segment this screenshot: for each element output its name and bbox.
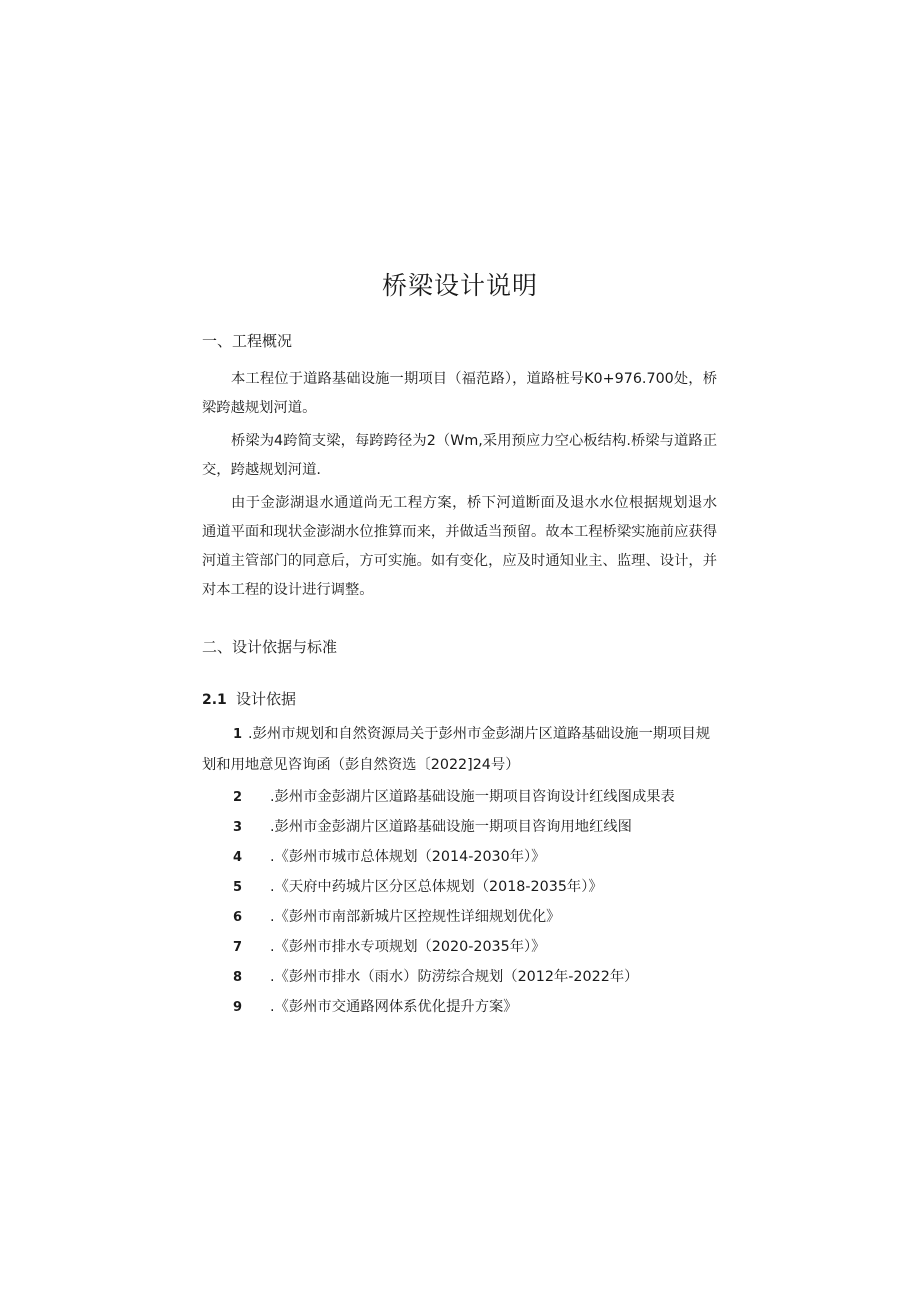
section-heading-basis: 二、设计依据与标准 (202, 638, 338, 656)
reference-number: 8 (233, 970, 243, 985)
reference-item (233, 966, 638, 986)
reference-item (202, 719, 717, 781)
reference-number: 9 (233, 1000, 243, 1015)
paragraph-structure: 桥梁为4跨简支梁，每跨跨径为2（Wm,采用预应力空心板结构.桥梁与道路正交，跨越规划河道. (202, 433, 717, 478)
reference-text: .《彭州市排水（雨水）防涝综合规划（2012年-2022年） (270, 969, 639, 985)
reference-text: .《彭州市城市总体规划（2014-2030年）》 (270, 849, 546, 865)
reference-text: .彭州市金彭湖片区道路基础设施一期项目咨询用地红线图 (270, 819, 632, 835)
reference-text: .《天府中药城片区分区总体规划（2018-2035年）》 (270, 879, 603, 895)
reference-item (233, 906, 560, 926)
reference-number: 6 (233, 910, 243, 925)
subsection-title: 设计依据 (236, 690, 297, 708)
reference-text: .彭州市金彭湖片区道路基础设施一期项目咨询设计红线图成果表 (270, 789, 675, 805)
reference-number: 2 (233, 790, 243, 805)
document-title: 桥梁设计说明 (381, 271, 538, 300)
reference-number: 1 (233, 727, 243, 742)
reference-text: .《彭州市交通路网体系优化提升方案》 (270, 999, 518, 1015)
reference-item (233, 936, 545, 956)
reference-item (233, 786, 675, 806)
reference-number: 4 (233, 850, 243, 865)
section-heading-overview: 一、工程概况 (202, 332, 293, 350)
reference-item (233, 996, 518, 1016)
reference-item (233, 876, 603, 896)
paragraph-location: 本工程位于道路基础设施一期项目（福范路），道路桩号K0+976.700处，桥梁跨越规划河道。 (202, 371, 717, 416)
reference-text: .《彭州市排水专项规划（2020-2035年）》 (270, 939, 546, 955)
reference-number: 3 (233, 820, 243, 835)
subsection-heading-design-basis (202, 688, 296, 709)
subsection-number: 2.1 (202, 692, 227, 708)
reference-number: 5 (233, 880, 243, 895)
reference-number: 7 (233, 940, 243, 955)
reference-item (233, 846, 545, 866)
reference-text: .《彭州市南部新城片区控规性详细规划优化》 (270, 909, 561, 925)
paragraph-notes: 由于金澎湖退水通道尚无工程方案，桥下河道断面及退水水位根据规划退水通道平面和现状金澎湖水位推算而来，并做适当预留。故本工程桥梁实施前应获得河道主管部门的同意后，方可实施。如有变化，应及时通知业主、监理、设计，并对本工程的设计进行调整。 (202, 495, 717, 598)
reference-item (233, 816, 632, 836)
reference-text: .彭州市规划和自然资源局关于彭州市金彭湖片区道路基础设施一期项目规划和用地意见咨询函（彭自然资选〔2022]24号） (202, 726, 711, 773)
